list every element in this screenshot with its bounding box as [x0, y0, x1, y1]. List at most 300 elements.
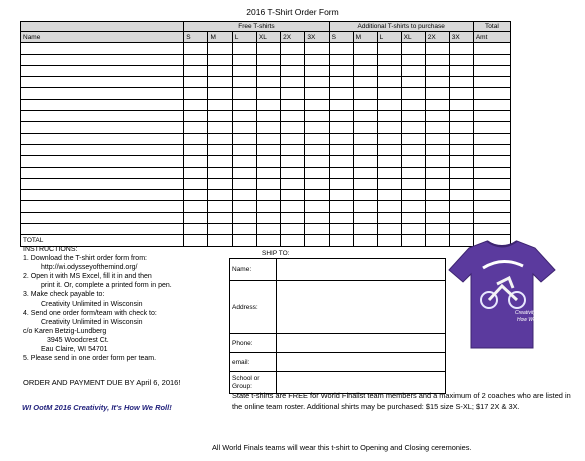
quantity-cell[interactable] [184, 178, 208, 189]
quantity-cell[interactable] [232, 156, 256, 167]
quantity-cell[interactable] [305, 54, 329, 65]
quantity-cell[interactable] [473, 65, 510, 76]
total-cell[interactable] [401, 235, 425, 246]
total-cell[interactable] [256, 235, 280, 246]
quantity-cell[interactable] [208, 77, 232, 88]
order-row [21, 178, 511, 189]
quantity-cell[interactable] [208, 133, 232, 144]
quantity-cell[interactable] [256, 201, 280, 212]
quantity-cell[interactable] [305, 178, 329, 189]
quantity-cell[interactable] [329, 133, 353, 144]
ship-phone-field[interactable] [277, 334, 446, 353]
order-row [21, 43, 511, 54]
quantity-cell[interactable] [184, 144, 208, 155]
quantity-cell[interactable] [208, 167, 232, 178]
quantity-cell[interactable] [401, 156, 425, 167]
instruction-line: 4. Send one order form/team with check to: [23, 309, 157, 317]
quantity-cell[interactable] [184, 167, 208, 178]
additional-size-header: 2X [425, 32, 449, 43]
quantity-cell[interactable] [184, 54, 208, 65]
quantity-cell[interactable] [208, 122, 232, 133]
quantity-cell[interactable] [401, 167, 425, 178]
quantity-cell[interactable] [232, 178, 256, 189]
quantity-cell[interactable] [377, 156, 401, 167]
quantity-cell[interactable] [208, 224, 232, 235]
additional-size-header: 3X [449, 32, 473, 43]
quantity-cell[interactable] [256, 224, 280, 235]
quantity-cell[interactable] [449, 212, 473, 223]
order-row [21, 65, 511, 76]
quantity-cell[interactable] [208, 212, 232, 223]
quantity-cell[interactable] [281, 65, 305, 76]
quantity-cell[interactable] [305, 156, 329, 167]
quantity-cell[interactable] [377, 122, 401, 133]
order-row [21, 201, 511, 212]
quantity-cell[interactable] [425, 77, 449, 88]
quantity-cell[interactable] [329, 144, 353, 155]
quantity-cell[interactable] [353, 65, 377, 76]
quantity-cell[interactable] [305, 99, 329, 110]
quantity-cell[interactable] [401, 77, 425, 88]
footer-note: All World Finals teams will wear this t-shirt to Opening and Closing ceremonies. [212, 443, 472, 452]
quantity-cell[interactable] [232, 54, 256, 65]
quantity-cell[interactable] [449, 77, 473, 88]
quantity-cell[interactable] [425, 178, 449, 189]
quantity-cell[interactable] [353, 212, 377, 223]
quantity-cell[interactable] [401, 88, 425, 99]
quantity-cell[interactable] [281, 88, 305, 99]
quantity-cell[interactable] [256, 133, 280, 144]
quantity-cell[interactable] [208, 190, 232, 201]
quantity-cell[interactable] [401, 190, 425, 201]
quantity-cell[interactable] [401, 144, 425, 155]
quantity-cell[interactable] [353, 201, 377, 212]
quantity-cell[interactable] [232, 122, 256, 133]
quantity-cell[interactable] [473, 201, 510, 212]
quantity-cell[interactable] [377, 88, 401, 99]
quantity-cell[interactable] [401, 201, 425, 212]
quantity-cell[interactable] [449, 54, 473, 65]
name-cell[interactable] [21, 122, 184, 133]
quantity-cell[interactable] [473, 212, 510, 223]
total-cell[interactable] [353, 235, 377, 246]
name-cell[interactable] [21, 224, 184, 235]
quantity-cell[interactable] [281, 133, 305, 144]
quantity-cell[interactable] [232, 144, 256, 155]
quantity-cell[interactable] [305, 144, 329, 155]
quantity-cell[interactable] [425, 224, 449, 235]
quantity-cell[interactable] [401, 178, 425, 189]
quantity-cell[interactable] [281, 212, 305, 223]
quantity-cell[interactable] [425, 65, 449, 76]
quantity-cell[interactable] [184, 99, 208, 110]
free-size-header: S [184, 32, 208, 43]
quantity-cell[interactable] [449, 111, 473, 122]
ship-row-address [230, 281, 446, 334]
quantity-cell[interactable] [449, 224, 473, 235]
quantity-cell[interactable] [329, 167, 353, 178]
order-row [21, 133, 511, 144]
name-cell[interactable] [21, 77, 184, 88]
quantity-cell[interactable] [281, 201, 305, 212]
ship-label-name: Name: [230, 259, 277, 281]
quantity-cell[interactable] [425, 167, 449, 178]
quantity-cell[interactable] [449, 122, 473, 133]
quantity-cell[interactable] [232, 43, 256, 54]
quantity-cell[interactable] [256, 54, 280, 65]
quantity-cell[interactable] [473, 144, 510, 155]
quantity-cell[interactable] [329, 201, 353, 212]
quantity-cell[interactable] [305, 43, 329, 54]
quantity-cell[interactable] [401, 133, 425, 144]
quantity-cell[interactable] [232, 88, 256, 99]
quantity-cell[interactable] [473, 54, 510, 65]
quantity-cell[interactable] [473, 43, 510, 54]
quantity-cell[interactable] [449, 65, 473, 76]
ship-row-phone [230, 334, 446, 353]
quantity-cell[interactable] [401, 224, 425, 235]
total-cell[interactable] [184, 235, 208, 246]
quantity-cell[interactable] [281, 156, 305, 167]
instruction-line: Creativity Unlimited in Wisconsin [41, 318, 143, 326]
quantity-cell[interactable] [329, 43, 353, 54]
instructions-heading: INSTRUCTIONS: [23, 246, 78, 253]
quantity-cell[interactable] [425, 190, 449, 201]
quantity-cell[interactable] [232, 65, 256, 76]
order-row [21, 212, 511, 223]
quantity-cell[interactable] [256, 167, 280, 178]
instruction-line: Eau Claire, WI 54701 [41, 346, 108, 354]
quantity-cell[interactable] [377, 212, 401, 223]
quantity-cell[interactable] [184, 224, 208, 235]
instruction-line: c/o Karen Betzig-Lundberg [23, 327, 107, 335]
quantity-cell[interactable] [208, 99, 232, 110]
free-size-header: 2X [281, 32, 305, 43]
quantity-cell[interactable] [425, 43, 449, 54]
quantity-cell[interactable] [449, 178, 473, 189]
quantity-cell[interactable] [353, 122, 377, 133]
name-cell[interactable] [21, 144, 184, 155]
total-cell[interactable] [425, 235, 449, 246]
quantity-cell[interactable] [377, 201, 401, 212]
quantity-cell[interactable] [281, 144, 305, 155]
ship-name-field[interactable] [277, 259, 446, 281]
quantity-cell[interactable] [256, 111, 280, 122]
ship-label-address: Address: [230, 281, 277, 334]
total-cell[interactable] [305, 235, 329, 246]
quantity-cell[interactable] [353, 99, 377, 110]
quantity-cell[interactable] [353, 224, 377, 235]
quantity-cell[interactable] [208, 88, 232, 99]
quantity-cell[interactable] [473, 99, 510, 110]
quantity-cell[interactable] [377, 77, 401, 88]
quantity-cell[interactable] [256, 65, 280, 76]
ship-label-school: School or Group: [230, 372, 277, 394]
quantity-cell[interactable] [329, 190, 353, 201]
quantity-cell[interactable] [256, 144, 280, 155]
quantity-cell[interactable] [449, 88, 473, 99]
quantity-cell[interactable] [184, 190, 208, 201]
quantity-cell[interactable] [232, 99, 256, 110]
quantity-cell[interactable] [281, 77, 305, 88]
quantity-cell[interactable] [184, 43, 208, 54]
quantity-cell[interactable] [425, 201, 449, 212]
quantity-cell[interactable] [353, 43, 377, 54]
quantity-cell[interactable] [353, 167, 377, 178]
quantity-cell[interactable] [184, 65, 208, 76]
free-tshirts-header: Free T-shirts [184, 22, 329, 32]
quantity-cell[interactable] [449, 99, 473, 110]
quantity-cell[interactable] [232, 212, 256, 223]
quantity-cell[interactable] [256, 178, 280, 189]
quantity-cell[interactable] [377, 224, 401, 235]
quantity-cell[interactable] [256, 122, 280, 133]
quantity-cell[interactable] [329, 122, 353, 133]
quantity-cell[interactable] [256, 88, 280, 99]
quantity-cell[interactable] [281, 167, 305, 178]
total-cell[interactable] [232, 235, 256, 246]
quantity-cell[interactable] [473, 88, 510, 99]
quantity-cell[interactable] [256, 99, 280, 110]
quantity-cell[interactable] [281, 224, 305, 235]
quantity-cell[interactable] [256, 190, 280, 201]
free-size-header: M [208, 32, 232, 43]
order-row [21, 88, 511, 99]
quantity-cell[interactable] [329, 212, 353, 223]
quantity-cell[interactable] [401, 122, 425, 133]
quantity-cell[interactable] [281, 54, 305, 65]
ship-email-field[interactable] [277, 353, 446, 372]
quantity-cell[interactable] [353, 111, 377, 122]
group-header-row [21, 22, 511, 32]
quantity-cell[interactable] [232, 190, 256, 201]
quantity-cell[interactable] [208, 201, 232, 212]
quantity-cell[interactable] [353, 178, 377, 189]
quantity-cell[interactable] [281, 43, 305, 54]
name-cell[interactable] [21, 156, 184, 167]
quantity-cell[interactable] [377, 144, 401, 155]
name-cell[interactable] [21, 65, 184, 76]
quantity-cell[interactable] [305, 111, 329, 122]
quantity-cell[interactable] [232, 224, 256, 235]
quantity-cell[interactable] [353, 144, 377, 155]
quantity-cell[interactable] [425, 54, 449, 65]
quantity-cell[interactable] [401, 99, 425, 110]
quantity-cell[interactable] [473, 224, 510, 235]
quantity-cell[interactable] [377, 190, 401, 201]
order-row [21, 122, 511, 133]
order-row [21, 224, 511, 235]
quantity-cell[interactable] [281, 99, 305, 110]
free-size-header: XL [256, 32, 280, 43]
quantity-cell[interactable] [449, 190, 473, 201]
name-cell[interactable] [21, 54, 184, 65]
quantity-cell[interactable] [184, 212, 208, 223]
quantity-cell[interactable] [377, 54, 401, 65]
quantity-cell[interactable] [401, 212, 425, 223]
quantity-cell[interactable] [256, 43, 280, 54]
name-cell[interactable] [21, 133, 184, 144]
quantity-cell[interactable] [449, 43, 473, 54]
free-size-header: L [232, 32, 256, 43]
instruction-line: 3945 Woodcrest Ct. [47, 336, 109, 344]
order-row [21, 77, 511, 88]
quantity-cell[interactable] [184, 156, 208, 167]
quantity-cell[interactable] [473, 178, 510, 189]
quantity-cell[interactable] [473, 77, 510, 88]
instruction-line: print it. Or, complete a printed form in pen. [41, 282, 172, 290]
quantity-cell[interactable] [184, 88, 208, 99]
name-cell[interactable] [21, 88, 184, 99]
shirt-text-line: Creativity, It's [515, 310, 545, 316]
total-cell[interactable] [377, 235, 401, 246]
quantity-cell[interactable] [401, 43, 425, 54]
quantity-cell[interactable] [353, 54, 377, 65]
quantity-cell[interactable] [329, 224, 353, 235]
quantity-cell[interactable] [449, 156, 473, 167]
quantity-cell[interactable] [449, 167, 473, 178]
quantity-cell[interactable] [208, 144, 232, 155]
total-cell[interactable] [208, 235, 232, 246]
name-cell[interactable] [21, 43, 184, 54]
quantity-cell[interactable] [473, 111, 510, 122]
quantity-cell[interactable] [377, 167, 401, 178]
quantity-cell[interactable] [305, 65, 329, 76]
quantity-cell[interactable] [377, 178, 401, 189]
quantity-cell[interactable] [256, 212, 280, 223]
name-cell[interactable] [21, 178, 184, 189]
quantity-cell[interactable] [473, 190, 510, 201]
quantity-cell[interactable] [329, 54, 353, 65]
quantity-cell[interactable] [425, 122, 449, 133]
quantity-cell[interactable] [208, 178, 232, 189]
total-label: TOTAL [21, 235, 184, 246]
quantity-cell[interactable] [281, 122, 305, 133]
total-cell[interactable] [281, 235, 305, 246]
quantity-cell[interactable] [473, 133, 510, 144]
quantity-cell[interactable] [425, 111, 449, 122]
quantity-cell[interactable] [305, 167, 329, 178]
quantity-cell[interactable] [473, 156, 510, 167]
name-cell[interactable] [21, 99, 184, 110]
quantity-cell[interactable] [353, 156, 377, 167]
quantity-cell[interactable] [377, 133, 401, 144]
quantity-cell[interactable] [305, 212, 329, 223]
quantity-cell[interactable] [377, 65, 401, 76]
name-header: Name [21, 32, 184, 43]
quantity-cell[interactable] [473, 167, 510, 178]
quantity-cell[interactable] [232, 111, 256, 122]
quantity-cell[interactable] [184, 111, 208, 122]
quantity-cell[interactable] [329, 88, 353, 99]
quantity-cell[interactable] [281, 111, 305, 122]
quantity-cell[interactable] [377, 99, 401, 110]
quantity-cell[interactable] [377, 43, 401, 54]
quantity-cell[interactable] [208, 156, 232, 167]
quantity-cell[interactable] [256, 156, 280, 167]
quantity-cell[interactable] [281, 178, 305, 189]
quantity-cell[interactable] [305, 133, 329, 144]
tshirt-image [447, 238, 557, 350]
name-cell[interactable] [21, 167, 184, 178]
quantity-cell[interactable] [329, 99, 353, 110]
name-cell[interactable] [21, 212, 184, 223]
quantity-cell[interactable] [329, 77, 353, 88]
ship-to-heading: SHIP TO: [262, 250, 290, 257]
quantity-cell[interactable] [377, 111, 401, 122]
free-shirts-note: State t-shirts are FREE for World Finalist team members and a maximum of 2 coaches who are listed in the online team roster. Additional shirts may be purchased: $15 size S-XL; $17 2X & 3X. [232, 391, 571, 411]
quantity-cell[interactable] [208, 54, 232, 65]
name-cell[interactable] [21, 201, 184, 212]
name-cell[interactable] [21, 190, 184, 201]
quantity-cell[interactable] [353, 133, 377, 144]
quantity-cell[interactable] [473, 122, 510, 133]
ship-to-table [229, 258, 446, 394]
quantity-cell[interactable] [184, 77, 208, 88]
quantity-cell[interactable] [425, 88, 449, 99]
quantity-cell[interactable] [305, 201, 329, 212]
quantity-cell[interactable] [425, 99, 449, 110]
quantity-cell[interactable] [401, 111, 425, 122]
quantity-cell[interactable] [305, 122, 329, 133]
quantity-cell[interactable] [232, 133, 256, 144]
quantity-cell[interactable] [305, 190, 329, 201]
quantity-cell[interactable] [232, 77, 256, 88]
order-row [21, 190, 511, 201]
name-cell[interactable] [21, 111, 184, 122]
quantity-cell[interactable] [184, 201, 208, 212]
quantity-cell[interactable] [305, 224, 329, 235]
quantity-cell[interactable] [208, 65, 232, 76]
quantity-cell[interactable] [329, 65, 353, 76]
additional-size-header: XL [401, 32, 425, 43]
tshirt-body [449, 241, 555, 348]
quantity-cell[interactable] [329, 111, 353, 122]
instructions [23, 245, 172, 363]
quantity-cell[interactable] [449, 144, 473, 155]
quantity-cell[interactable] [425, 212, 449, 223]
quantity-cell[interactable] [281, 190, 305, 201]
quantity-cell[interactable] [232, 201, 256, 212]
order-row [21, 99, 511, 110]
quantity-cell[interactable] [425, 156, 449, 167]
ship-address-field[interactable] [277, 281, 446, 334]
quantity-cell[interactable] [256, 77, 280, 88]
quantity-cell[interactable] [401, 54, 425, 65]
quantity-cell[interactable] [184, 133, 208, 144]
order-row [21, 156, 511, 167]
quantity-cell[interactable] [305, 77, 329, 88]
quantity-cell[interactable] [208, 43, 232, 54]
quantity-cell[interactable] [425, 144, 449, 155]
quantity-cell[interactable] [208, 111, 232, 122]
quantity-cell[interactable] [425, 133, 449, 144]
total-cell[interactable] [329, 235, 353, 246]
quantity-cell[interactable] [232, 167, 256, 178]
quantity-cell[interactable] [353, 77, 377, 88]
instruction-line: 5. Please send in one order form per team. [23, 355, 157, 363]
quantity-cell[interactable] [329, 178, 353, 189]
quantity-cell[interactable] [449, 201, 473, 212]
quantity-cell[interactable] [401, 65, 425, 76]
quantity-cell[interactable] [329, 156, 353, 167]
total-header: Total [473, 22, 510, 32]
quantity-cell[interactable] [353, 190, 377, 201]
quantity-cell[interactable] [184, 122, 208, 133]
quantity-cell[interactable] [305, 88, 329, 99]
quantity-cell[interactable] [353, 88, 377, 99]
quantity-cell[interactable] [449, 133, 473, 144]
